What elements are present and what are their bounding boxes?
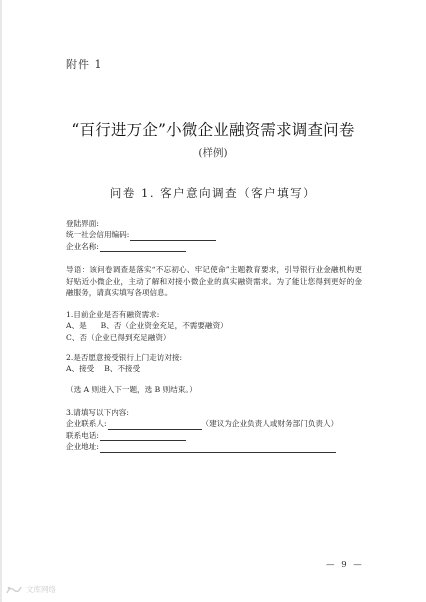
question-1-option-b[interactable]: B、否（企业资金充足，不需要融资） [100,321,228,331]
questionnaire-title: 问卷 1. 客户意向调查（客户填写） [109,186,317,200]
question-2-option-b[interactable]: B、不接受 [104,364,141,374]
contact-row [66,418,376,429]
question-2-option-a[interactable]: A、接受 [66,364,95,374]
watermark-logo-icon [6,585,22,595]
document-title: “百行进万企”小微企业融资需求调查问卷 [71,121,355,139]
credit-code-label: 统一社会信用编码: [66,230,130,240]
page-left-edge [0,0,2,602]
question-2-note-block [66,384,366,395]
address-row [66,441,376,452]
question-1 [66,309,366,343]
document-subtitle: (样例) [198,147,228,159]
page-number: — 9 — [326,560,364,570]
company-name-row [66,241,366,252]
company-name-label: 企业名称: [66,241,99,251]
contact-field[interactable] [108,420,202,430]
address-field[interactable] [100,443,336,453]
annex-label: 附件 1 [66,58,103,71]
address-label: 企业地址: [66,442,99,452]
question-2-note-row [66,384,366,395]
question-2-text: 2.是否愿意接受银行上门走访对接: [66,352,183,362]
intro-paragraph: 导语：该问卷调查是落实“不忘初心、牢记使命”主题教育要求，引导银行业金融机构更好贴近小微企业，主动了解和对接小微企业的真实融资需求。为了能让您得到更好的金融服务，请真实填写各项信息。 [66,265,362,298]
question-1-text: 1.目前企业是否有融资需求: [66,309,160,319]
phone-label: 联系电话: [66,430,99,440]
phone-row [66,430,376,441]
question-2-note: （选 A 则进入下一题，选 B 则结束。） [66,384,197,394]
question-3-text-row [66,407,376,418]
question-2-text-row [66,352,366,363]
question-3-text: 3.请填写以下内容: [66,407,129,417]
credit-code-row [66,229,366,240]
login-section [66,218,366,252]
question-3 [66,407,376,453]
company-name-field[interactable] [100,242,186,252]
question-1-option-c[interactable]: C、否（企业已得到充足融资） [66,332,171,342]
login-heading-row [66,218,366,229]
phone-field[interactable] [100,431,186,441]
question-2-options-row [66,363,366,374]
credit-code-field[interactable] [130,231,216,241]
watermark [6,584,56,595]
question-2 [66,352,366,375]
question-1-text-row [66,309,366,320]
watermark-text: 文库网络 [26,585,56,594]
login-heading: 登陆界面: [66,218,99,228]
contact-hint: （建议为企业负责人或财务部门负责人） [201,419,339,429]
question-1-options-row [66,320,366,331]
question-1-option-a[interactable]: A、是 [66,321,87,331]
contact-label: 企业联系人: [66,419,107,429]
question-1-option-c-row [66,332,366,343]
